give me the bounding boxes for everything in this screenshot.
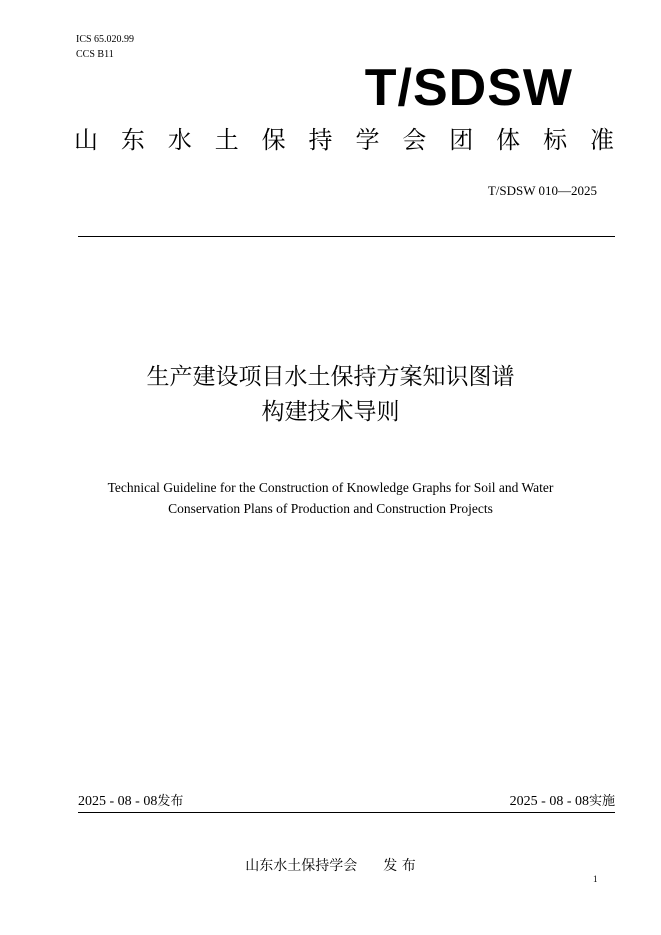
release-date-block — [78, 790, 183, 810]
english-title — [0, 477, 661, 519]
org-char: 东 — [120, 126, 145, 154]
org-char: 会 — [402, 126, 427, 154]
english-title-line-2: Conservation Plans of Production and Construction Projects — [168, 501, 493, 516]
org-char: 持 — [308, 126, 333, 154]
chinese-title-line-2: 构建技术导则 — [261, 399, 400, 425]
publisher-line — [0, 855, 661, 875]
org-char: 体 — [496, 126, 521, 154]
page-number: 1 — [593, 874, 598, 884]
org-char: 保 — [261, 126, 286, 154]
org-char: 水 — [167, 126, 192, 154]
english-title-line-1: Technical Guideline for the Construction of Knowledge Graphs for Soil and Water — [107, 480, 554, 495]
org-char: 标 — [543, 126, 568, 154]
org-char: 学 — [355, 126, 380, 154]
effective-date: 2025 - 08 - 08 — [509, 794, 589, 809]
standard-logo: T/SDSW — [364, 59, 573, 117]
release-label: 发布 — [157, 794, 184, 809]
top-divider — [78, 236, 615, 237]
ccs-code: CCS B11 — [76, 49, 114, 60]
bottom-divider — [78, 812, 615, 813]
release-date: 2025 - 08 - 08 — [78, 794, 158, 809]
publisher-name: 山东水土保持学会 — [245, 858, 358, 874]
org-char: 土 — [214, 126, 239, 154]
classification-codes — [76, 32, 134, 62]
organization-name — [74, 128, 614, 152]
effective-date-block — [510, 790, 615, 810]
chinese-title — [0, 360, 661, 430]
ics-code: ICS 65.020.99 — [76, 34, 135, 45]
org-char: 山 — [74, 126, 98, 154]
chinese-title-line-1: 生产建设项目水土保持方案知识图谱 — [146, 364, 515, 390]
publisher-action: 发 布 — [383, 858, 416, 874]
org-char: 团 — [449, 126, 474, 154]
org-char: 准 — [589, 126, 614, 154]
standard-number: T/SDSW 010—2025 — [487, 183, 597, 198]
effective-label: 实施 — [588, 794, 615, 809]
